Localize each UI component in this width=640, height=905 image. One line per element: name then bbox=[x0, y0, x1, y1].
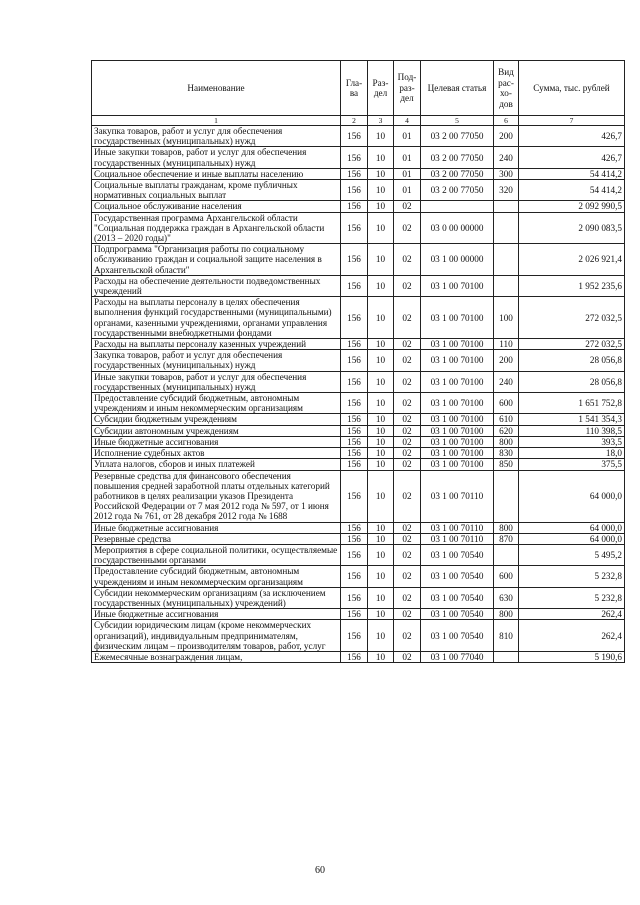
row-razdel: 10 bbox=[368, 244, 394, 276]
table-row bbox=[92, 620, 625, 652]
row-vid: 320 bbox=[494, 180, 519, 201]
row-razdel: 10 bbox=[368, 544, 394, 565]
row-podrazdel: 02 bbox=[394, 651, 421, 662]
row-name: Расходы на обеспечение деятельности подведомственных учреждений bbox=[92, 275, 341, 296]
row-sum: 1 952 235,6 bbox=[519, 275, 625, 296]
row-sum: 64 000,0 bbox=[519, 522, 625, 533]
row-podrazdel: 02 bbox=[394, 448, 421, 459]
row-name: Субсидии юридическим лицам (кроме некоммерческих организаций), индивидуальным предпринимателям, физическим лицам – производителям товаров, работ, услуг bbox=[92, 620, 341, 652]
row-name: Иные бюджетные ассигнования bbox=[92, 609, 341, 620]
row-name: Расходы на выплаты персоналу в целях обеспечения выполнения функций государственными (муниципальными) органами, казенными учреждениями, органами управления государственными внебюджетными фондами bbox=[92, 297, 341, 339]
row-podrazdel: 02 bbox=[394, 620, 421, 652]
row-vid: 200 bbox=[494, 350, 519, 371]
row-vid: 630 bbox=[494, 587, 519, 608]
table-row bbox=[92, 180, 625, 201]
row-glava: 156 bbox=[341, 168, 368, 179]
row-sum: 393,5 bbox=[519, 436, 625, 447]
row-glava: 156 bbox=[341, 609, 368, 620]
row-target: 03 1 00 70100 bbox=[421, 393, 494, 414]
row-glava: 156 bbox=[341, 147, 368, 168]
row-name: Расходы на выплаты персоналу казенных учреждений bbox=[92, 339, 341, 350]
table-row bbox=[92, 339, 625, 350]
table-row bbox=[92, 275, 625, 296]
row-target: 03 2 00 77050 bbox=[421, 180, 494, 201]
row-sum: 272 032,5 bbox=[519, 297, 625, 339]
row-target: 03 1 00 70100 bbox=[421, 371, 494, 392]
row-target: 03 1 00 70100 bbox=[421, 459, 494, 470]
row-sum: 2 090 083,5 bbox=[519, 212, 625, 244]
row-razdel: 10 bbox=[368, 180, 394, 201]
row-vid: 610 bbox=[494, 414, 519, 425]
table-row bbox=[92, 393, 625, 414]
row-vid: 800 bbox=[494, 436, 519, 447]
row-glava: 156 bbox=[341, 350, 368, 371]
table-row bbox=[92, 587, 625, 608]
row-podrazdel: 02 bbox=[394, 275, 421, 296]
row-target: 03 0 00 00000 bbox=[421, 212, 494, 244]
row-target: 03 1 00 70110 bbox=[421, 522, 494, 533]
row-glava: 156 bbox=[341, 393, 368, 414]
row-name: Ежемесячные вознаграждения лицам, bbox=[92, 651, 341, 662]
row-podrazdel: 02 bbox=[394, 350, 421, 371]
row-name: Уплата налогов, сборов и иных платежей bbox=[92, 459, 341, 470]
row-target: 03 1 00 00000 bbox=[421, 244, 494, 276]
table-row bbox=[92, 470, 625, 522]
row-vid bbox=[494, 470, 519, 522]
row-podrazdel: 02 bbox=[394, 587, 421, 608]
row-target: 03 1 00 70100 bbox=[421, 448, 494, 459]
table-row bbox=[92, 566, 625, 587]
table-row bbox=[92, 459, 625, 470]
row-podrazdel: 02 bbox=[394, 522, 421, 533]
row-razdel: 10 bbox=[368, 448, 394, 459]
row-target: 03 1 00 70100 bbox=[421, 275, 494, 296]
row-razdel: 10 bbox=[368, 339, 394, 350]
row-target: 03 1 00 70540 bbox=[421, 544, 494, 565]
row-sum: 262,4 bbox=[519, 620, 625, 652]
row-razdel: 10 bbox=[368, 459, 394, 470]
row-vid bbox=[494, 244, 519, 276]
row-podrazdel: 02 bbox=[394, 425, 421, 436]
row-razdel: 10 bbox=[368, 275, 394, 296]
row-razdel: 10 bbox=[368, 609, 394, 620]
row-glava: 156 bbox=[341, 544, 368, 565]
row-glava: 156 bbox=[341, 436, 368, 447]
row-podrazdel: 02 bbox=[394, 212, 421, 244]
row-target: 03 1 00 70110 bbox=[421, 533, 494, 544]
row-vid: 600 bbox=[494, 393, 519, 414]
row-target: 03 2 00 77050 bbox=[421, 147, 494, 168]
row-podrazdel: 02 bbox=[394, 609, 421, 620]
row-podrazdel: 01 bbox=[394, 168, 421, 179]
row-name: Социальное обслуживание населения bbox=[92, 201, 341, 212]
row-glava: 156 bbox=[341, 126, 368, 147]
row-vid: 100 bbox=[494, 297, 519, 339]
row-vid: 830 bbox=[494, 448, 519, 459]
row-glava: 156 bbox=[341, 201, 368, 212]
table-row bbox=[92, 544, 625, 565]
row-name: Иные бюджетные ассигнования bbox=[92, 436, 341, 447]
row-vid bbox=[494, 201, 519, 212]
table-row bbox=[92, 609, 625, 620]
row-vid: 800 bbox=[494, 609, 519, 620]
row-target: 03 1 00 70540 bbox=[421, 609, 494, 620]
row-sum: 426,7 bbox=[519, 147, 625, 168]
row-glava: 156 bbox=[341, 244, 368, 276]
table-row bbox=[92, 436, 625, 447]
row-vid: 240 bbox=[494, 147, 519, 168]
table-row bbox=[92, 168, 625, 179]
row-target: 03 1 00 70100 bbox=[421, 425, 494, 436]
row-razdel: 10 bbox=[368, 414, 394, 425]
row-name: Субсидии автономным учреждениям bbox=[92, 425, 341, 436]
column-number: 6 bbox=[494, 116, 519, 126]
row-vid: 870 bbox=[494, 533, 519, 544]
row-name: Предоставление субсидий бюджетным, автономным учреждениям и иным некоммерческим организациям bbox=[92, 566, 341, 587]
header-row bbox=[92, 61, 625, 116]
row-razdel: 10 bbox=[368, 201, 394, 212]
header-target: Целевая статья bbox=[421, 61, 494, 116]
row-podrazdel: 02 bbox=[394, 533, 421, 544]
header-podrazdel: Под-раз-дел bbox=[394, 61, 421, 116]
row-sum: 272 032,5 bbox=[519, 339, 625, 350]
row-razdel: 10 bbox=[368, 522, 394, 533]
row-sum: 5 232,8 bbox=[519, 566, 625, 587]
table-row bbox=[92, 522, 625, 533]
row-target bbox=[421, 201, 494, 212]
row-name: Субсидии бюджетным учреждениям bbox=[92, 414, 341, 425]
row-sum: 18,0 bbox=[519, 448, 625, 459]
row-vid: 810 bbox=[494, 620, 519, 652]
row-glava: 156 bbox=[341, 339, 368, 350]
column-number: 1 bbox=[92, 116, 341, 126]
row-target: 03 1 00 70100 bbox=[421, 414, 494, 425]
page-number: 60 bbox=[315, 865, 325, 876]
row-sum: 28 056,8 bbox=[519, 371, 625, 392]
row-target: 03 1 00 77040 bbox=[421, 651, 494, 662]
row-name: Закупка товаров, работ и услуг для обеспечения государственных (муниципальных) нужд bbox=[92, 126, 341, 147]
row-glava: 156 bbox=[341, 180, 368, 201]
row-sum: 426,7 bbox=[519, 126, 625, 147]
row-razdel: 10 bbox=[368, 212, 394, 244]
row-glava: 156 bbox=[341, 212, 368, 244]
row-podrazdel: 02 bbox=[394, 414, 421, 425]
row-target: 03 1 00 70100 bbox=[421, 436, 494, 447]
row-glava: 156 bbox=[341, 448, 368, 459]
row-razdel: 10 bbox=[368, 168, 394, 179]
row-name: Государственная программа Архангельской области "Социальная поддержка граждан в Архангельской области (2013 – 2020 годы)" bbox=[92, 212, 341, 244]
row-target: 03 1 00 70540 bbox=[421, 620, 494, 652]
row-sum: 2 026 921,4 bbox=[519, 244, 625, 276]
row-sum: 1 651 752,8 bbox=[519, 393, 625, 414]
row-razdel: 10 bbox=[368, 126, 394, 147]
table-row bbox=[92, 126, 625, 147]
row-razdel: 10 bbox=[368, 297, 394, 339]
row-target: 03 2 00 77050 bbox=[421, 168, 494, 179]
row-name: Социальные выплаты гражданам, кроме публичных нормативных социальных выплат bbox=[92, 180, 341, 201]
row-sum: 110 398,5 bbox=[519, 425, 625, 436]
row-glava: 156 bbox=[341, 522, 368, 533]
row-sum: 64 000,0 bbox=[519, 470, 625, 522]
row-sum: 5 495,2 bbox=[519, 544, 625, 565]
row-podrazdel: 02 bbox=[394, 297, 421, 339]
row-razdel: 10 bbox=[368, 147, 394, 168]
row-vid bbox=[494, 651, 519, 662]
row-vid bbox=[494, 544, 519, 565]
header-glava: Гла-ва bbox=[341, 61, 368, 116]
row-sum: 54 414,2 bbox=[519, 168, 625, 179]
row-razdel: 10 bbox=[368, 587, 394, 608]
row-glava: 156 bbox=[341, 297, 368, 339]
row-name: Социальное обеспечение и иные выплаты населению bbox=[92, 168, 341, 179]
row-target: 03 1 00 70540 bbox=[421, 566, 494, 587]
row-vid: 800 bbox=[494, 522, 519, 533]
table-row bbox=[92, 297, 625, 339]
row-podrazdel: 02 bbox=[394, 393, 421, 414]
row-podrazdel: 01 bbox=[394, 126, 421, 147]
row-name: Иные закупки товаров, работ и услуг для обеспечения государственных (муниципальных) нужд bbox=[92, 147, 341, 168]
row-sum: 28 056,8 bbox=[519, 350, 625, 371]
row-vid: 110 bbox=[494, 339, 519, 350]
row-glava: 156 bbox=[341, 470, 368, 522]
row-glava: 156 bbox=[341, 371, 368, 392]
header-name: Наименование bbox=[92, 61, 341, 116]
row-glava: 156 bbox=[341, 275, 368, 296]
table-row bbox=[92, 533, 625, 544]
table-row bbox=[92, 651, 625, 662]
row-vid: 200 bbox=[494, 126, 519, 147]
table-row bbox=[92, 414, 625, 425]
table-row bbox=[92, 212, 625, 244]
row-razdel: 10 bbox=[368, 533, 394, 544]
row-razdel: 10 bbox=[368, 371, 394, 392]
row-sum: 375,5 bbox=[519, 459, 625, 470]
header-sum: Сумма, тыс. рублей bbox=[519, 61, 625, 116]
row-razdel: 10 bbox=[368, 436, 394, 447]
row-name: Резервные средства для финансового обеспечения повышения средней заработной платы отдельных категорий работников в целях реализации указов Президента Российской Федерации от 7 мая 2012 года № 597, от 1 июня 2012 года № 761, от 28 декабря 2012 года № 1688 bbox=[92, 470, 341, 522]
row-podrazdel: 02 bbox=[394, 470, 421, 522]
row-name: Исполнение судебных актов bbox=[92, 448, 341, 459]
table-row bbox=[92, 425, 625, 436]
header-vid: Вид рас-хо-дов bbox=[494, 61, 519, 116]
row-vid: 850 bbox=[494, 459, 519, 470]
row-podrazdel: 02 bbox=[394, 201, 421, 212]
row-vid: 240 bbox=[494, 371, 519, 392]
row-podrazdel: 02 bbox=[394, 244, 421, 276]
row-name: Иные закупки товаров, работ и услуг для обеспечения государственных (муниципальных) нужд bbox=[92, 371, 341, 392]
row-razdel: 10 bbox=[368, 350, 394, 371]
column-number: 5 bbox=[421, 116, 494, 126]
row-podrazdel: 01 bbox=[394, 147, 421, 168]
row-vid: 300 bbox=[494, 168, 519, 179]
row-target: 03 1 00 70110 bbox=[421, 470, 494, 522]
column-number: 3 bbox=[368, 116, 394, 126]
row-sum: 1 541 354,3 bbox=[519, 414, 625, 425]
row-razdel: 10 bbox=[368, 470, 394, 522]
row-name: Мероприятия в сфере социальной политики, осуществляемые государственными органами bbox=[92, 544, 341, 565]
row-name: Иные бюджетные ассигнования bbox=[92, 522, 341, 533]
row-glava: 156 bbox=[341, 414, 368, 425]
table-row bbox=[92, 201, 625, 212]
row-razdel: 10 bbox=[368, 425, 394, 436]
table-row bbox=[92, 448, 625, 459]
row-sum: 5 232,8 bbox=[519, 587, 625, 608]
row-vid: 600 bbox=[494, 566, 519, 587]
row-podrazdel: 02 bbox=[394, 459, 421, 470]
row-sum: 5 190,6 bbox=[519, 651, 625, 662]
row-podrazdel: 02 bbox=[394, 566, 421, 587]
row-sum: 2 092 990,5 bbox=[519, 201, 625, 212]
row-razdel: 10 bbox=[368, 620, 394, 652]
row-name: Подпрограмма "Организация работы по социальному обслуживанию граждан и социальной защите населения в Архангельской области" bbox=[92, 244, 341, 276]
table-row bbox=[92, 371, 625, 392]
row-podrazdel: 02 bbox=[394, 371, 421, 392]
row-glava: 156 bbox=[341, 425, 368, 436]
row-target: 03 1 00 70100 bbox=[421, 297, 494, 339]
row-glava: 156 bbox=[341, 459, 368, 470]
row-glava: 156 bbox=[341, 566, 368, 587]
row-vid bbox=[494, 212, 519, 244]
row-podrazdel: 02 bbox=[394, 436, 421, 447]
budget-table bbox=[91, 60, 625, 663]
column-number-row bbox=[92, 116, 625, 126]
row-vid bbox=[494, 275, 519, 296]
header-razdel: Раз-дел bbox=[368, 61, 394, 116]
row-razdel: 10 bbox=[368, 566, 394, 587]
row-sum: 262,4 bbox=[519, 609, 625, 620]
table-row bbox=[92, 147, 625, 168]
row-glava: 156 bbox=[341, 533, 368, 544]
table-row bbox=[92, 350, 625, 371]
row-name: Закупка товаров, работ и услуг для обеспечения государственных (муниципальных) нужд bbox=[92, 350, 341, 371]
row-name: Резервные средства bbox=[92, 533, 341, 544]
column-number: 2 bbox=[341, 116, 368, 126]
column-number: 7 bbox=[519, 116, 625, 126]
table-body bbox=[92, 126, 625, 663]
row-razdel: 10 bbox=[368, 393, 394, 414]
table-row bbox=[92, 244, 625, 276]
row-target: 03 2 00 77050 bbox=[421, 126, 494, 147]
row-target: 03 1 00 70100 bbox=[421, 339, 494, 350]
row-podrazdel: 01 bbox=[394, 180, 421, 201]
row-glava: 156 bbox=[341, 587, 368, 608]
row-vid: 620 bbox=[494, 425, 519, 436]
column-number: 4 bbox=[394, 116, 421, 126]
row-sum: 64 000,0 bbox=[519, 533, 625, 544]
row-target: 03 1 00 70540 bbox=[421, 587, 494, 608]
row-sum: 54 414,2 bbox=[519, 180, 625, 201]
row-glava: 156 bbox=[341, 620, 368, 652]
row-podrazdel: 02 bbox=[394, 544, 421, 565]
row-name: Субсидии некоммерческим организациям (за исключением государственных (муниципальных) учреждений) bbox=[92, 587, 341, 608]
row-name: Предоставление субсидий бюджетным, автономным учреждениям и иным некоммерческим организациям bbox=[92, 393, 341, 414]
row-razdel: 10 bbox=[368, 651, 394, 662]
row-target: 03 1 00 70100 bbox=[421, 350, 494, 371]
row-podrazdel: 02 bbox=[394, 339, 421, 350]
row-glava: 156 bbox=[341, 651, 368, 662]
